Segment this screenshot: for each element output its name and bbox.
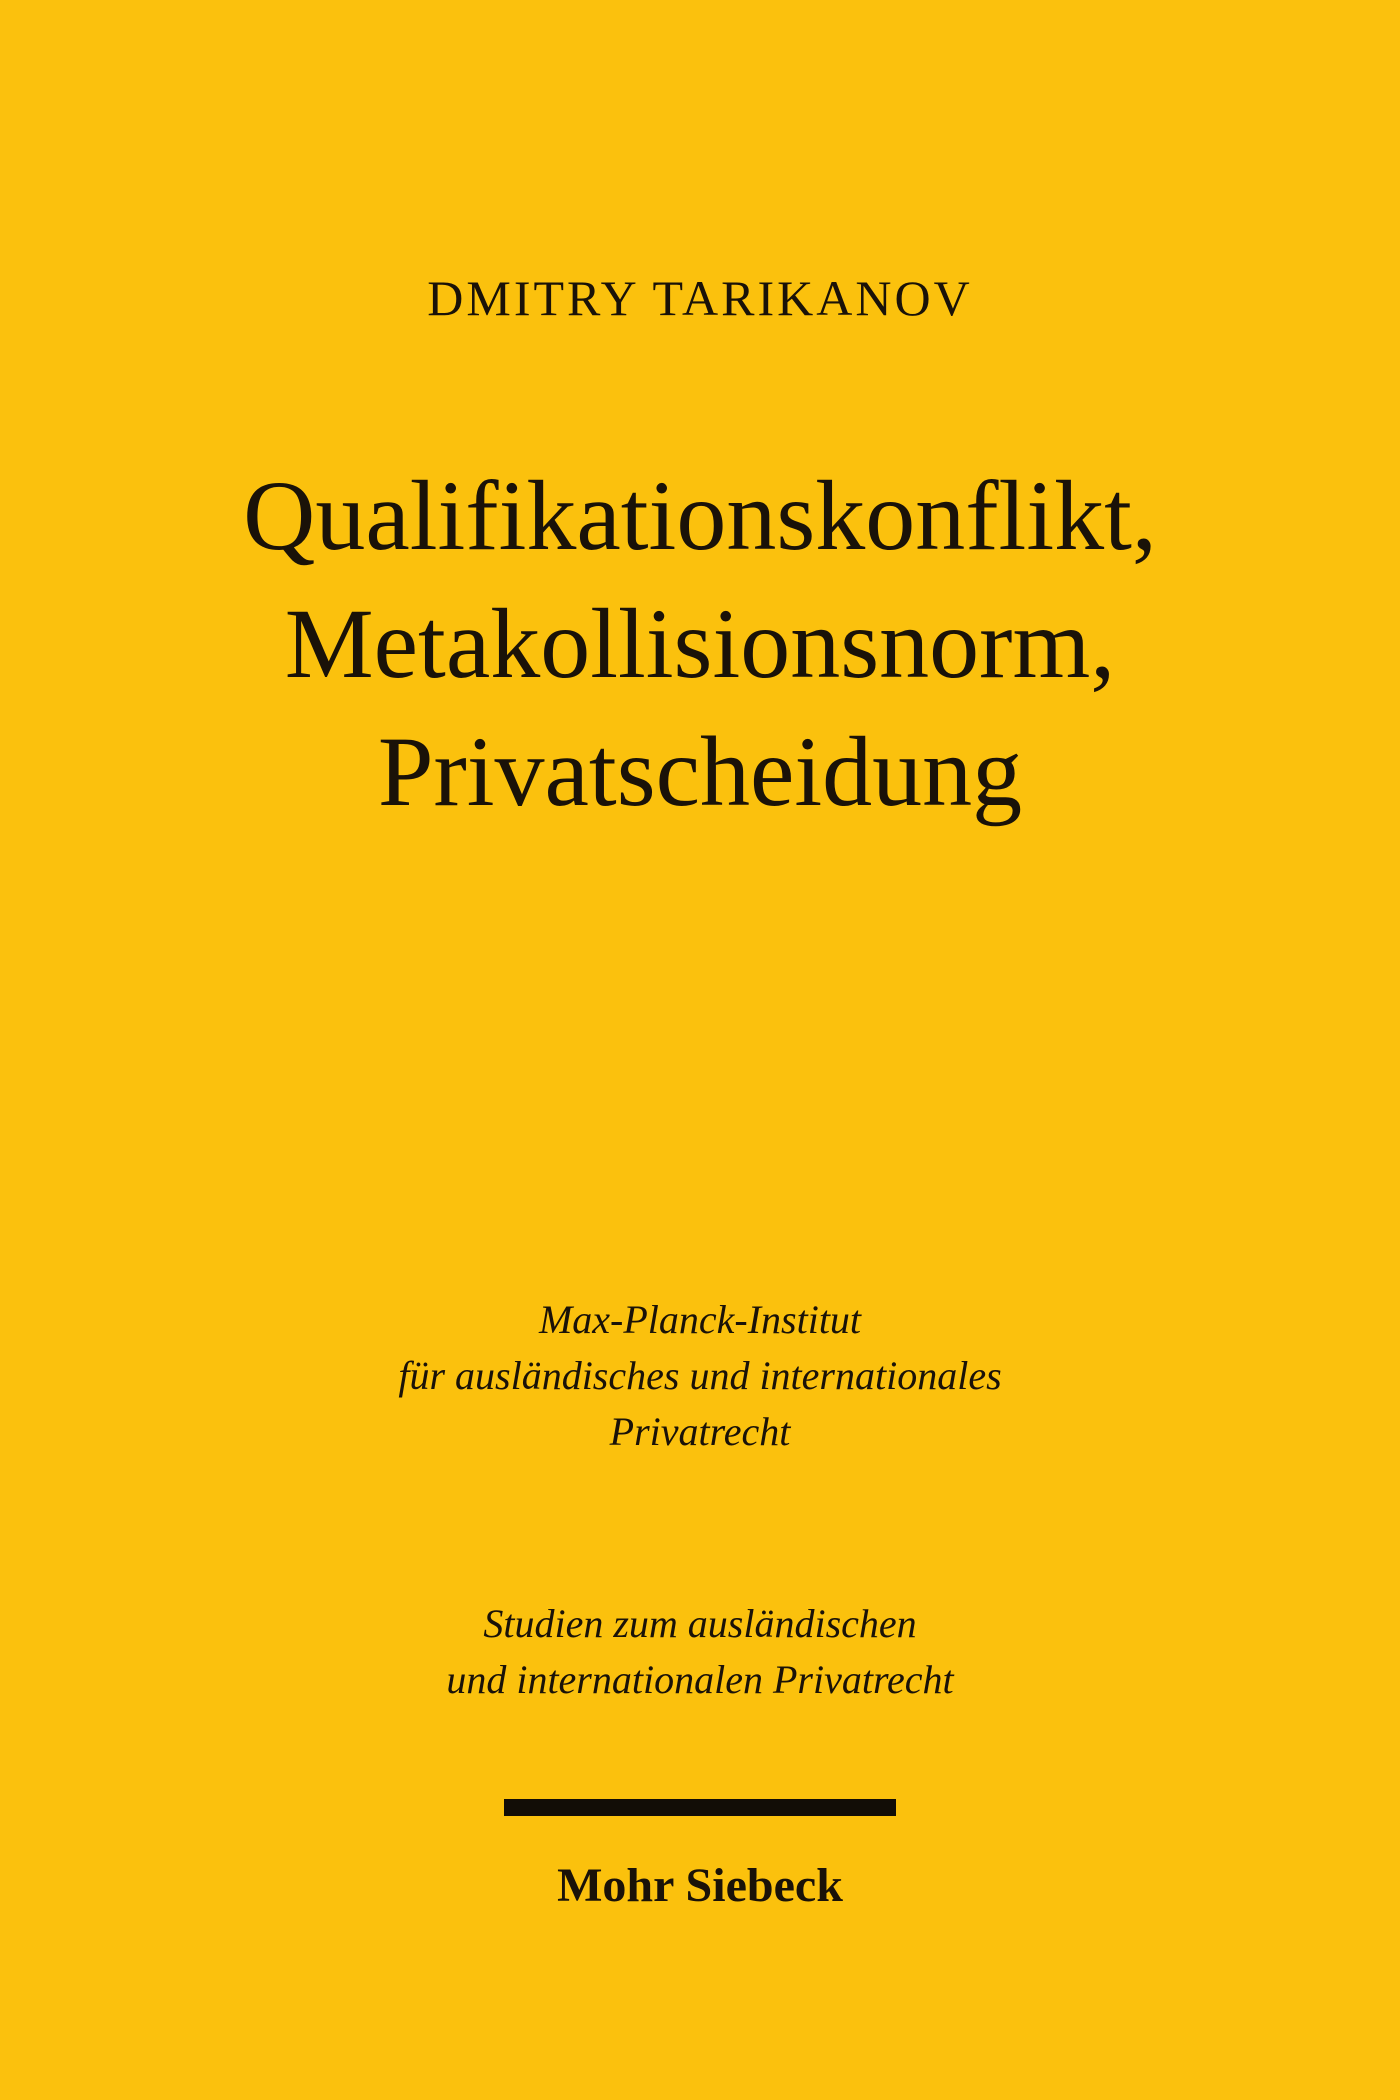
divider-rule [504,1799,896,1816]
book-title [0,452,1400,836]
author-name: DMITRY TARIKANOV [427,270,973,326]
series-line-1: Studien zum ausländischen [483,1601,917,1646]
title-line-1: Qualifikationskonflikt, [243,460,1157,571]
publisher-name: Mohr Siebeck [557,1859,843,1912]
title-line-3: Privatscheidung [377,716,1023,827]
institute-line-3: Privatrecht [609,1409,791,1454]
institute-line-1: Max-Planck-Institut [538,1297,862,1342]
institute-line-2: für ausländisches und internationales [398,1353,1002,1398]
series-line-2: und internationalen Privatrecht [446,1657,954,1702]
institute-name [0,1292,1400,1460]
title-line-2: Metakollisionsnorm, [284,588,1116,699]
series-name [0,1596,1400,1708]
